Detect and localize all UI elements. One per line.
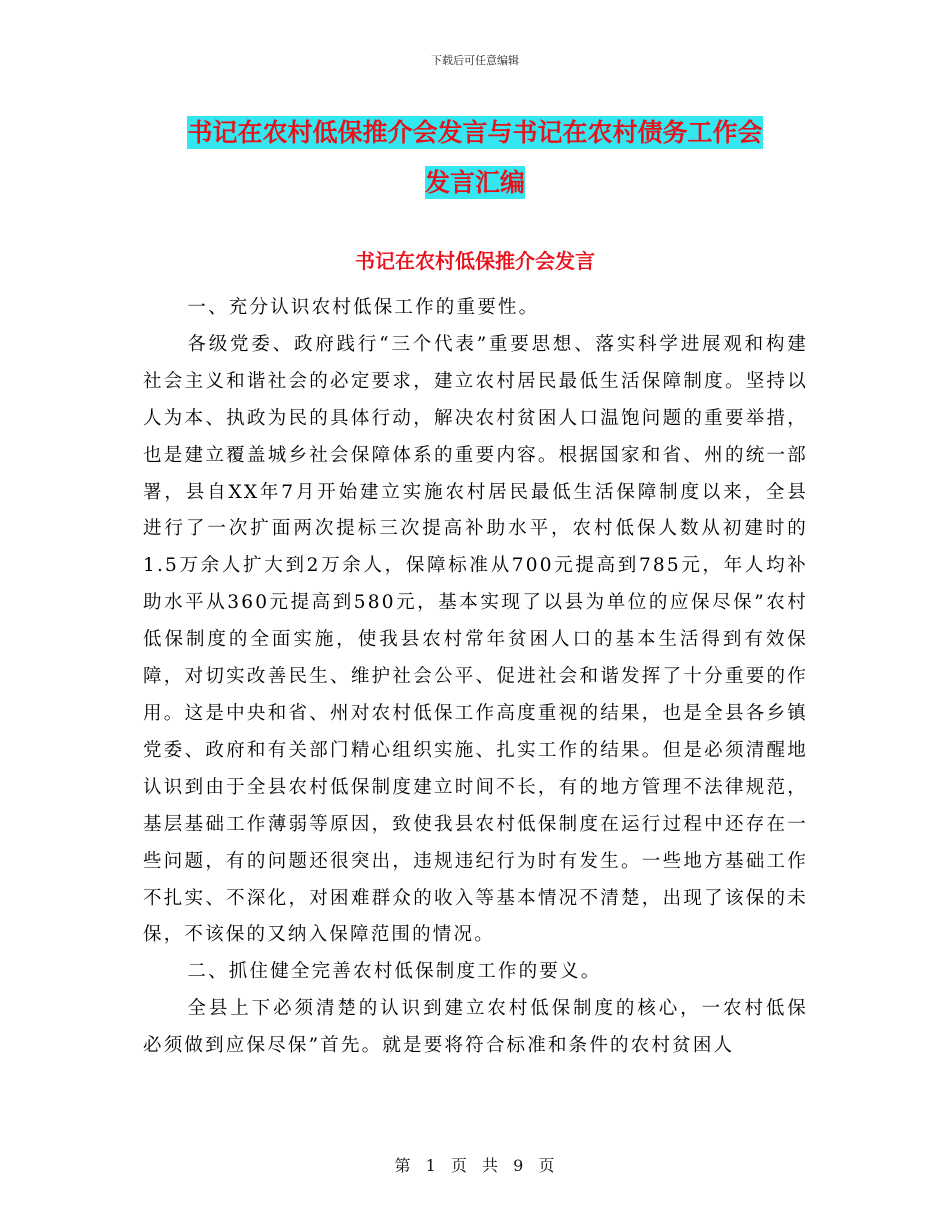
footer-page-number: 1 <box>425 1156 437 1175</box>
section-title: 书记在农村低保推介会发言 <box>355 249 595 273</box>
footer-total-pages: 9 <box>513 1156 525 1175</box>
document-body <box>143 290 808 1065</box>
heading-paragraph-2: 二、抓住健全完善农村低保制度工作的要义。 <box>187 961 602 983</box>
footer-total-word: 共 <box>482 1156 500 1175</box>
document-title <box>140 108 810 208</box>
document-title-line-2: 发言汇编 <box>424 168 525 197</box>
footer-total-unit: 页 <box>538 1156 556 1175</box>
body-paragraph-2: 全县上下必须清楚的认识到建立农村低保制度的核心，一农村低保必须做到应保尽保”首先。就是要将符合标准和条件的农村贫困人 <box>143 998 808 1057</box>
body-paragraph-1: 各级党委、政府践行“三个代表”重要思想、落实科学进展观和构建社会主义和谐社会的必定要求，建立农村居民最低生活保障制度。坚持以人为本、执政为民的具体行动，解决农村贫困人口温饱问题的重要举措，也是建立覆盖城乡社会保障体系的重要内容。根据国家和省、州的统一部署，县自XX年7月开始建立实施农村居民最低生活保障制度以来，全县进行了一次扩面两次提标三次提高补助水平，农村低保人数从初建时的1.5万余人扩大到2万余人，保障标准从700元提高到785元，年人均补助水平从360元提高到580元，基本实现了以县为单位的应保尽保”农村低保制度的全面实施，使我县农村常年贫困人口的基本生活得到有效保障，对切实改善民生、维护社会公平、促进社会和谐发挥了十分重要的作用。这是中央和省、州对农村低保工作高度重视的结果，也是全县各乡镇党委、政府和有关部门精心组织实施、扎实工作的结果。但是必须清醒地认识到由于全县农村低保制度建立时间不长，有的地方管理不法律规范，基层基础工作薄弱等原因，致使我县农村低保制度在运行过程中还存在一些问题，有的问题还很突出，违规违纪行为时有发生。一些地方基础工作不扎实、不深化，对困难群众的收入等基本情况不清楚，出现了该保的未保，不该保的又纳入保障范围的情况。 <box>143 333 808 946</box>
footer-page-unit: 页 <box>450 1156 468 1175</box>
page-footer <box>0 1155 950 1177</box>
header-note: 下载后可任意编辑 <box>431 54 519 67</box>
footer-page-word: 第 <box>394 1156 412 1175</box>
heading-paragraph-1: 一、充分认识农村低保工作的重要性。 <box>187 297 540 318</box>
document-title-line-1: 书记在农村低保推介会发言与书记在农村债务工作会 <box>187 118 763 147</box>
